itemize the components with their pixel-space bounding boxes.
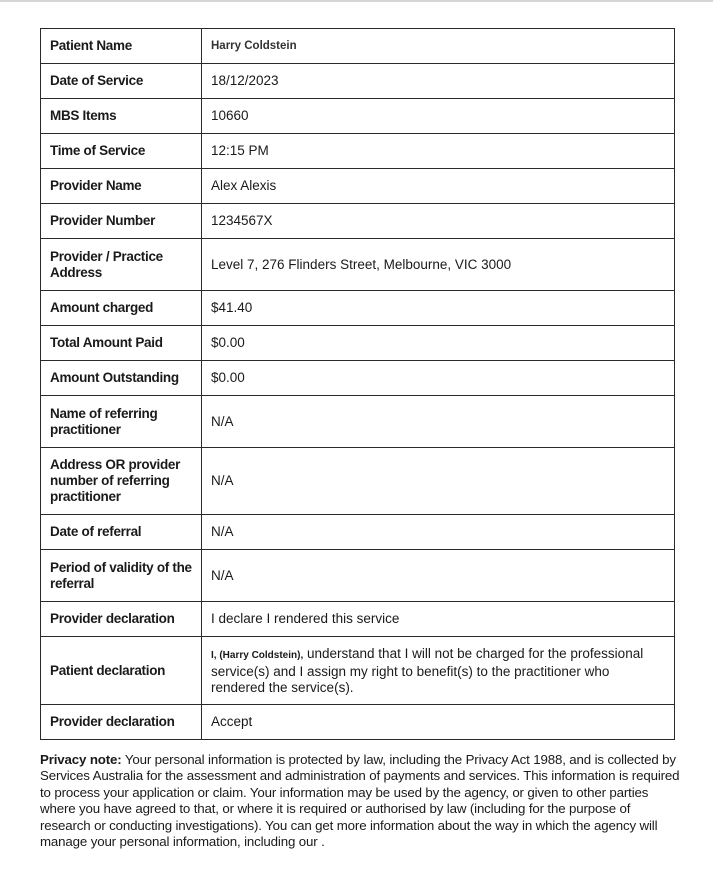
table-row (41, 291, 675, 326)
provider-declaration-accept-value: Accept (202, 705, 675, 740)
privacy-note-text: Your personal information is protected by law, including the Privacy Act 1988, and is collected by Services Australia for the assessment and administration of payments and services. This information is required to process your application or claim. Your information may be used by the agency, or given to other parties where you have agreed to that, or where it is required or authorised by law (including for the purpose of research or conducting investigations). You can get more information about the way in which the agency will manage your personal information, including our . (40, 752, 680, 850)
mbs-items-label: MBS Items (41, 99, 202, 134)
provider-name-value: Alex Alexis (202, 169, 675, 204)
table-row (41, 448, 675, 515)
table-row (41, 515, 675, 550)
amount-outstanding-value: $0.00 (202, 361, 675, 396)
table-row (41, 361, 675, 396)
practice-address-label: Provider / Practice Address (41, 239, 202, 291)
provider-name-label: Provider Name (41, 169, 202, 204)
table-row (41, 602, 675, 637)
privacy-note (40, 752, 680, 850)
total-amount-paid-label: Total Amount Paid (41, 326, 202, 361)
table-row (41, 99, 675, 134)
referring-practitioner-label: Name of referring practitioner (41, 396, 202, 448)
mbs-items-value: 10660 (202, 99, 675, 134)
provider-declaration-value: I declare I rendered this service (202, 602, 675, 637)
total-amount-paid-value: $0.00 (202, 326, 675, 361)
table-row (41, 204, 675, 239)
patient-declaration-label: Patient declaration (41, 637, 202, 705)
referring-practitioner-value: N/A (202, 396, 675, 448)
date-of-service-label: Date of Service (41, 64, 202, 99)
provider-declaration-accept-label: Provider declaration (41, 705, 202, 740)
referring-address-value: N/A (202, 448, 675, 515)
table-row (41, 396, 675, 448)
top-divider (0, 0, 713, 2)
table-row (41, 326, 675, 361)
patient-declaration-name: I, (Harry Coldstein), (211, 649, 304, 661)
amount-charged-label: Amount charged (41, 291, 202, 326)
referring-address-label: Address OR provider number of referring practitioner (41, 448, 202, 515)
privacy-note-heading: Privacy note: (40, 752, 122, 767)
patient-declaration-text: understand that I will not be charged for the professional service(s) and I assign my right to benefit(s) to the practitioner who rendered the service(s). (211, 645, 644, 695)
table-row (41, 64, 675, 99)
provider-number-value: 1234567X (202, 204, 675, 239)
provider-number-label: Provider Number (41, 204, 202, 239)
referral-validity-value: N/A (202, 550, 675, 602)
date-of-referral-label: Date of referral (41, 515, 202, 550)
table-row (41, 169, 675, 204)
patient-name-label: Patient Name (41, 29, 202, 64)
referral-validity-label: Period of validity of the referral (41, 550, 202, 602)
practice-address-value: Level 7, 276 Flinders Street, Melbourne, VIC 3000 (202, 239, 675, 291)
table-row (41, 705, 675, 740)
table-row (41, 637, 675, 705)
table-row (41, 29, 675, 64)
time-of-service-label: Time of Service (41, 134, 202, 169)
date-of-referral-value: N/A (202, 515, 675, 550)
patient-declaration-value (202, 637, 675, 705)
time-of-service-value: 12:15 PM (202, 134, 675, 169)
patient-name-value: Harry Coldstein (202, 29, 675, 64)
claim-details-table (40, 28, 675, 740)
date-of-service-value: 18/12/2023 (202, 64, 675, 99)
table-row (41, 134, 675, 169)
table-row (41, 239, 675, 291)
provider-declaration-label: Provider declaration (41, 602, 202, 637)
amount-charged-value: $41.40 (202, 291, 675, 326)
table-row (41, 550, 675, 602)
amount-outstanding-label: Amount Outstanding (41, 361, 202, 396)
